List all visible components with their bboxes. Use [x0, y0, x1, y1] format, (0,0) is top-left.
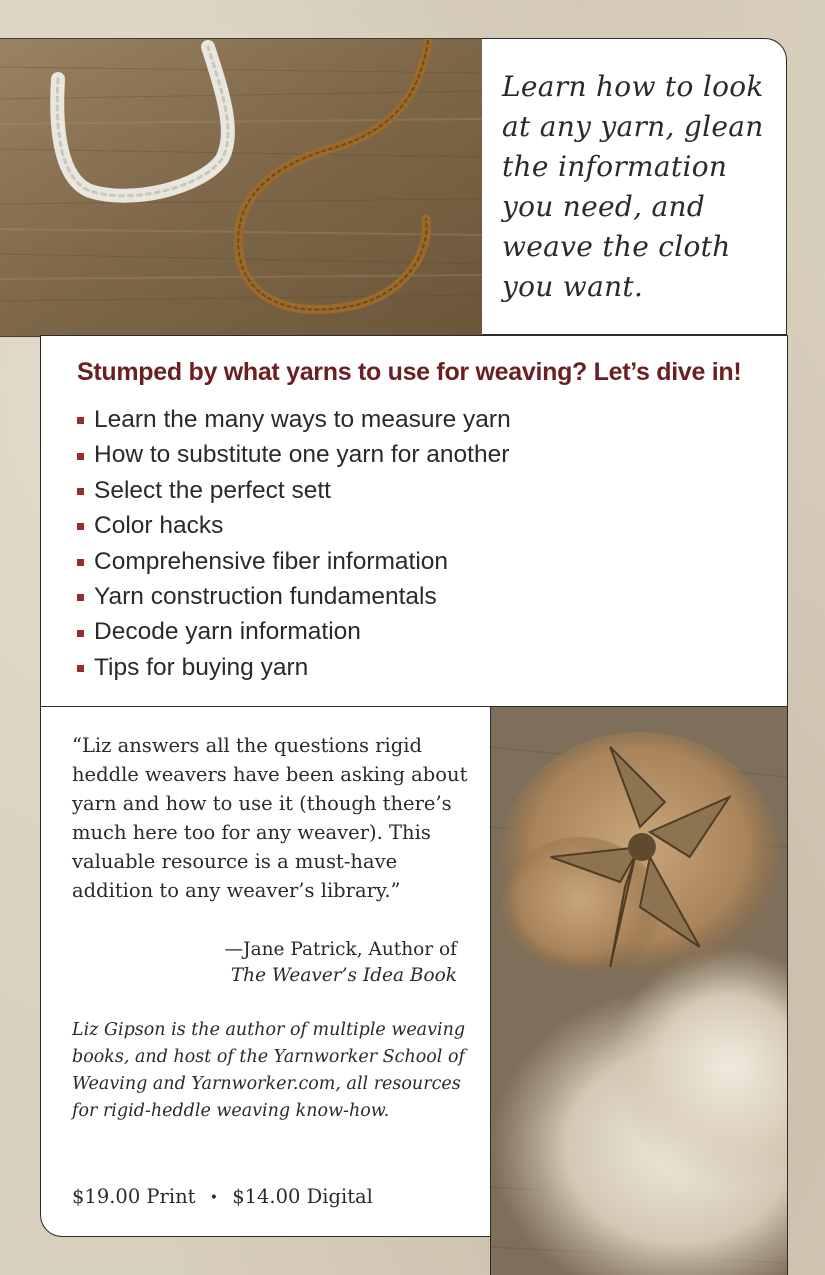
- bullet-icon: [77, 665, 84, 672]
- list-item-label: Comprehensive fiber information: [94, 547, 449, 575]
- bullet-icon: [77, 417, 84, 424]
- list-item-label: How to substitute one yarn for another: [94, 441, 510, 469]
- quote-book-title: The Weaver’s Idea Book: [230, 965, 457, 986]
- list-item-label: Tips for buying yarn: [94, 653, 309, 681]
- list-item: [77, 508, 511, 543]
- list-item-label: Yarn construction fundamentals: [94, 582, 437, 610]
- bullet-icon: [77, 630, 84, 637]
- quote-attribution: [225, 937, 457, 989]
- cotton-illustration: [491, 707, 787, 1275]
- yarn-on-wood-photo: [0, 38, 482, 337]
- tagline-box: [482, 38, 787, 335]
- quote-box: [40, 707, 490, 1237]
- price-separator: •: [209, 1189, 218, 1206]
- list-item-label: Color hacks: [94, 512, 224, 540]
- features-heading: Stumped by what yarns to use for weaving? Let’s dive in!: [77, 358, 742, 386]
- author-bio: Liz Gipson is the author of multiple weaving books, and host of the Yarnworker School of Weaving and Yarnworker.com, all resources for rigid-heddle weaving know-how.: [72, 1020, 466, 1121]
- price-line: [72, 1185, 373, 1208]
- bullet-icon: [77, 488, 84, 495]
- feature-list: [77, 402, 511, 685]
- list-item-label: Learn the many ways to measure yarn: [94, 406, 511, 433]
- list-item: [77, 579, 511, 614]
- bullet-icon: [77, 559, 84, 566]
- cotton-boll-photo: [490, 707, 788, 1275]
- bullet-icon: [77, 523, 84, 530]
- quote-author: —Jane Patrick, Author of: [224, 939, 457, 960]
- list-item-label: Select the perfect sett: [94, 476, 331, 504]
- list-item: [77, 402, 511, 437]
- endorsement-quote: “Liz answers all the questions rigid heddle weavers have been asking about yarn and how to use it (though there’s much here too for any weaver). This valuable resource is a must-have addition to any weaver’s library.”: [72, 734, 468, 902]
- digital-price: $14.00 Digital: [232, 1185, 373, 1208]
- list-item: [77, 650, 511, 685]
- tagline: Learn how to look at any yarn, glean the information you need, and weave the cloth you want.: [502, 70, 764, 303]
- features-box: [40, 335, 788, 707]
- yarn-illustration: [0, 39, 482, 336]
- list-item: [77, 614, 511, 649]
- print-price: $19.00 Print: [72, 1185, 196, 1208]
- list-item-label: Decode yarn information: [94, 618, 361, 646]
- bullet-icon: [77, 594, 84, 601]
- list-item: [77, 473, 511, 508]
- list-item: [77, 437, 511, 472]
- bullet-icon: [77, 453, 84, 460]
- list-item: [77, 544, 511, 579]
